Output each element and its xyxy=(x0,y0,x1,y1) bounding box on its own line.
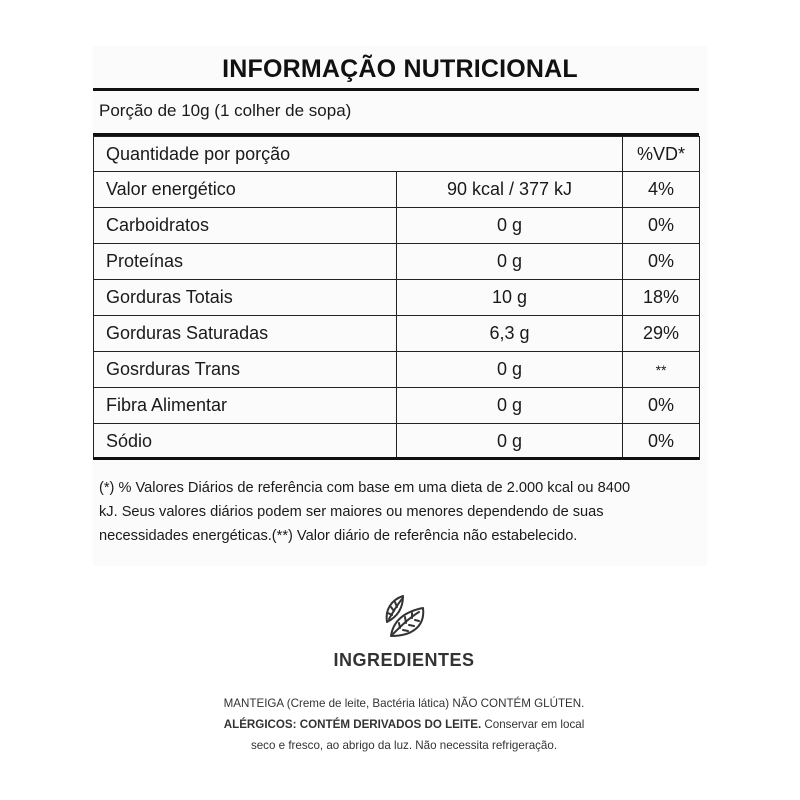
nutrient-vd: ** xyxy=(623,352,700,388)
nutrient-name: Gorduras Totais xyxy=(94,280,397,316)
nutrient-amount: 6,3 g xyxy=(397,316,623,352)
nutrient-vd: 0% xyxy=(623,208,700,244)
header-vd-label: %VD* xyxy=(623,137,700,172)
nutrient-vd: 0% xyxy=(623,388,700,424)
table-row xyxy=(94,388,700,424)
table-row xyxy=(94,172,700,208)
nutrient-name: Valor energético xyxy=(94,172,397,208)
nutrient-amount: 0 g xyxy=(397,352,623,388)
nutrient-vd: 29% xyxy=(623,316,700,352)
allergens-warning: ALÉRGICOS: CONTÉM DERIVADOS DO LEITE. xyxy=(223,718,482,731)
table-header-row xyxy=(94,137,700,172)
nutrient-amount: 90 kcal / 377 kJ xyxy=(397,172,623,208)
nutrient-name: Proteínas xyxy=(94,244,397,280)
leaf-icon xyxy=(381,592,429,640)
daily-value-footnote xyxy=(99,476,699,548)
storage-line: seco e fresco, ao abrigo da luz. Não necessita refrigeração. xyxy=(250,739,558,752)
nutrient-name: Fibra Alimentar xyxy=(94,388,397,424)
portion-size: Porção de 10g (1 colher de sopa) xyxy=(99,101,352,120)
nutrient-amount: 0 g xyxy=(397,244,623,280)
nutrient-amount: 0 g xyxy=(397,424,623,460)
nutrient-vd: 0% xyxy=(623,424,700,460)
table-row xyxy=(94,424,700,460)
nutrient-name: Gorduras Saturadas xyxy=(94,316,397,352)
nutrient-name: Gosrduras Trans xyxy=(94,352,397,388)
ingredients-text xyxy=(0,693,800,756)
nutrient-vd: 0% xyxy=(623,244,700,280)
nutrient-amount: 10 g xyxy=(397,280,623,316)
nutrition-title: INFORMAÇÃO NUTRICIONAL xyxy=(222,55,578,83)
nutrient-vd: 4% xyxy=(623,172,700,208)
ingredients-title: INGREDIENTES xyxy=(333,650,475,670)
title-divider xyxy=(93,88,699,91)
table-row xyxy=(94,244,700,280)
storage-instruction: Conservar em local xyxy=(481,718,585,731)
table-row xyxy=(94,208,700,244)
table-row xyxy=(94,352,700,388)
table-row xyxy=(94,316,700,352)
header-quantity-label: Quantidade por porção xyxy=(94,137,623,172)
nutrition-table xyxy=(93,136,700,460)
footnote-line: kJ. Seus valores diários podem ser maiores ou menores dependendo de suas xyxy=(99,504,604,520)
nutrient-name: Carboidratos xyxy=(94,208,397,244)
nutrient-vd: 18% xyxy=(623,280,700,316)
nutrient-amount: 0 g xyxy=(397,208,623,244)
footnote-line: (*) % Valores Diários de referência com base em uma dieta de 2.000 kcal ou 8400 xyxy=(99,480,631,496)
allergens-line xyxy=(0,714,800,735)
table-row xyxy=(94,280,700,316)
footnote-line: necessidades energéticas.(**) Valor diário de referência não estabelecido. xyxy=(99,528,578,544)
ingredients-line: MANTEIGA (Creme de leite, Bactéria lática) NÃO CONTÉM GLÚTEN. xyxy=(223,697,585,710)
nutrient-amount: 0 g xyxy=(397,388,623,424)
table-bottom-divider xyxy=(93,457,699,460)
nutrient-name: Sódio xyxy=(94,424,397,460)
